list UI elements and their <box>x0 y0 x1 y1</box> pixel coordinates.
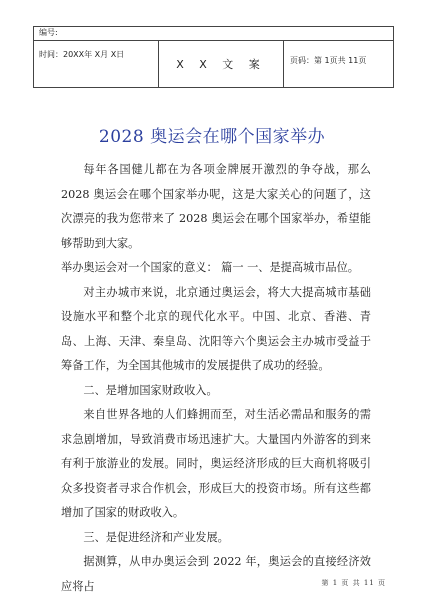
page-footer: 第 1 页 共 11 页 <box>321 579 386 587</box>
header-top-row <box>34 27 393 41</box>
header-page-cell <box>284 41 393 87</box>
paragraph-economy-heading: 三、是促进经济和产业发展。 <box>83 530 229 544</box>
document-body <box>61 158 371 599</box>
paragraph-intro: 每年各国健儿都在为各项金牌展开激烈的争夺战，那么 2028 奥运会在哪个国家举办呢，这是大家关心的问题了，这次漂亮的我为您带来了 2028 奥运会在哪个国家举办，希望能够帮助到大家。 <box>61 163 371 250</box>
paragraph-revenue: 来自世界各地的人们蜂拥而至，对生活必需品和服务的需求急剧增加，导致消费市场迅速扩大。大量国内外游客的到来有利于旅游业的发展。同时，奥运经济形成的巨大商机将吸引众多投资者寻求合作机会，形成巨大的投资市场。所有这些都增加了国家的财政收入。 <box>61 408 371 519</box>
paragraph-significance-heading: 举办奥运会对一个国家的意义： 篇一 一、是提高城市品位。 <box>61 261 359 274</box>
paragraph-revenue-heading: 二、是增加国家财政收入。 <box>83 383 218 397</box>
code-label: 编号: <box>39 28 58 37</box>
doc-type-label: X X 文 案 <box>176 58 266 71</box>
header-doc-cell <box>159 41 284 87</box>
page-number-label: 页码：第 1页共 11页 <box>290 56 367 65</box>
paragraph-city-benefit: 对主办城市来说，北京通过奥运会，将大大提高城市基础设施水平和整个北京的现代化水平。中国、北京、香港、青岛、上海、天津、秦皇岛、沈阳等六个奥运会主办城市受益于筹备工作，为全国其他城市的发展提供了成功的经验。 <box>61 285 371 372</box>
paragraph-economy: 据测算，从申办奥运会到 2022 年，奥运会的直接经济效应将占 <box>61 555 371 593</box>
header-time-cell <box>34 41 159 87</box>
header-table <box>33 26 394 88</box>
time-label: 时间：20XX年 X月 X日 <box>39 50 125 59</box>
document-title: 2028 奥运会在哪个国家举办 <box>98 127 326 147</box>
